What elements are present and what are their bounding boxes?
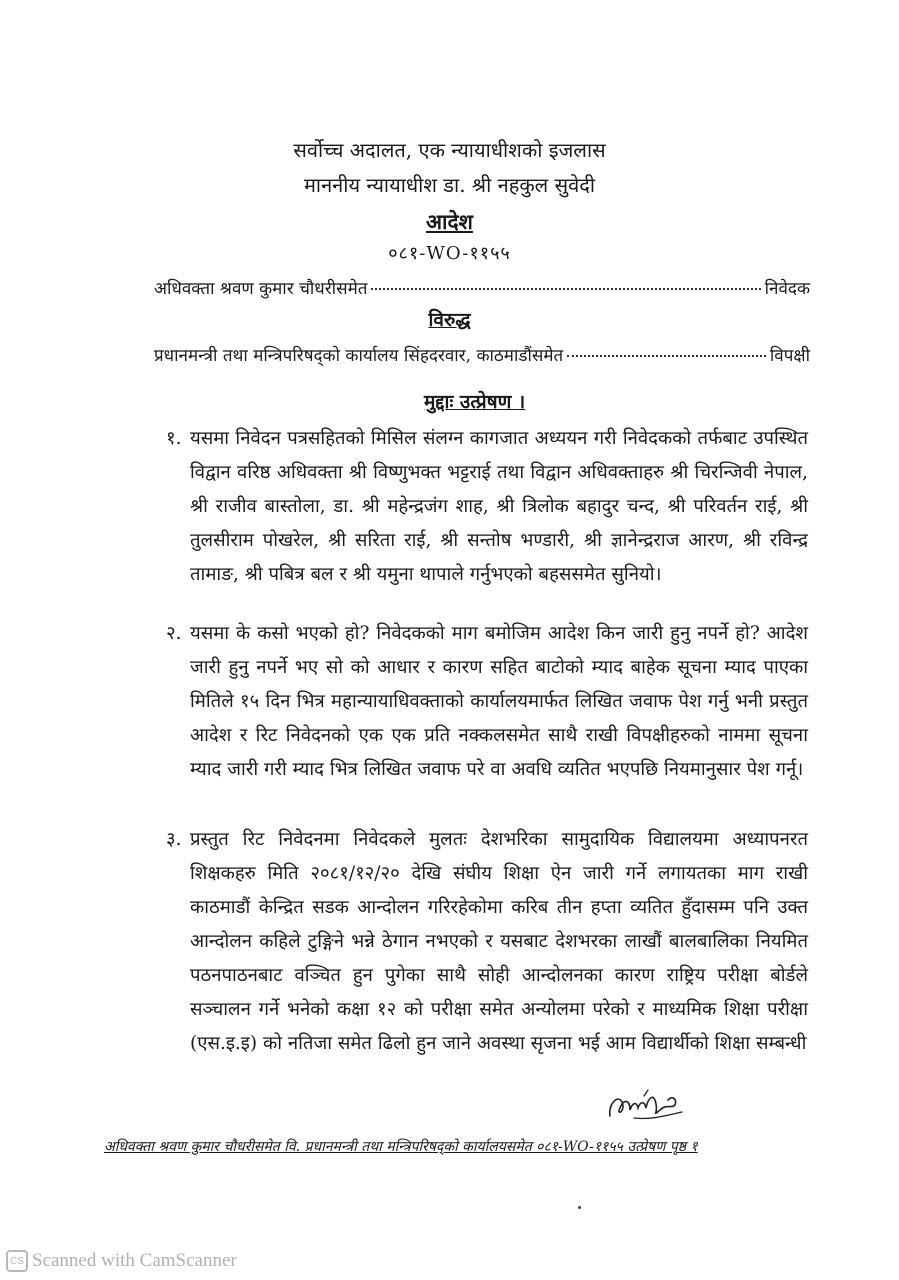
- respondent-role: विपक्षी: [769, 346, 810, 366]
- court-heading: सर्वोच्च अदालत, एक न्यायाधीशको इजलास: [293, 138, 606, 162]
- respondent-line: [154, 343, 810, 366]
- respondent-name: प्रधानमन्त्री तथा मन्त्रिपरिषद्को कार्यालय सिंहदरवार, काठमाडौंसमेत: [154, 346, 564, 366]
- dot-leader: [371, 288, 760, 290]
- petitioner-role: निवेदक: [764, 279, 810, 299]
- case-number: ०८१-WO-११५५: [388, 243, 511, 264]
- paragraph-number: २.: [166, 623, 182, 644]
- signature: [604, 1086, 694, 1126]
- camscanner-logo-icon: CS: [6, 1250, 28, 1272]
- paragraph-1: [166, 422, 808, 592]
- dot-leader: [567, 355, 766, 357]
- paragraph-text: यसमा निवेदन पत्रसहितको मिसिल संलग्न कागजात अध्ययन गरी निवेदकको तर्फबाट उपस्थित विद्वान वरिष्ठ अधिवक्ता श्री विष्णुभक्त भट्टराई तथा विद्वान अधिवक्ताहरु श्री चिरन्जिवी नेपाल, श्री राजीव बास्तोला, डा. श्री महेन्द्रजंग शाह, श्री त्रिलोक बहादुर चन्द, श्री परिवर्तन राई, श्री तुलसीराम पोखरेल, श्री सरिता राई, श्री सन्तोष भण्डारी, श्री ज्ञानेन्द्रराज आरण, श्री रविन्द्र तामाङ, श्री पबित्र बल र श्री यमुना थापाले गर्नुभएको बहससमेत सुनियो।: [190, 428, 808, 585]
- paragraph-number: ३.: [166, 829, 182, 850]
- order-title: आदेश: [426, 209, 473, 234]
- paragraph-number: १.: [166, 428, 182, 449]
- camscanner-watermark: [6, 1250, 237, 1272]
- judge-heading: माननीय न्यायाधीश डा. श्री नहकुल सुवेदी: [303, 173, 596, 197]
- paragraph-2: [166, 617, 808, 787]
- scan-speck: [578, 1206, 581, 1209]
- petitioner-line: [154, 276, 810, 299]
- petitioner-name: अधिवक्ता श्रवण कुमार चौधरीसमेत: [154, 279, 368, 299]
- paragraph-text: प्रस्तुत रिट निवेदनमा निवेदकले मुलतः देशभरिका सामुदायिक विद्यालयमा अध्यापनरत शिक्षकहरु मिति २०८१/१२/२० देखि संघीय शिक्षा ऐन जारी गर्ने लगायतका माग राखी काठमाडौं केन्द्रित सडक आन्दोलन गरिरहेकोमा करिब तीन हप्ता व्यतित हुँदासम्म पनि उक्त आन्दोलन कहिले टुङ्गिने भन्ने ठेगान नभएको र यसबाट देशभरका लाखौं बालबालिका नियमित पठनपाठनबाट वञ्चित हुन पुगेका साथै सोही आन्दोलनका कारण राष्ट्रिय परीक्षा बोर्डले सञ्चालन गर्ने भनेको कक्षा १२ को परीक्षा समेत अन्योलमा परेको र माध्यमिक शिक्षा परीक्षा (एस.इ.इ) को नतिजा समेत ढिलो हुन जाने अवस्था सृजना भई आम विद्यार्थीको शिक्षा सम्बन्धी: [190, 829, 808, 1054]
- watermark-label: Scanned with CamScanner: [32, 1250, 237, 1271]
- paragraph-text: यसमा के कसो भएको हो? निवेदकको माग बमोजिम आदेश किन जारी हुनु नपर्ने हो? आदेश जारी हुनु नपर्ने भए सो को आधार र कारण सहित बाटोको म्याद बाहेक सूचना म्याद पाएका मितिले १५ दिन भित्र महान्यायाधिवक्ताको कार्यालयमार्फत लिखित जवाफ पेश गर्नु भनी प्रस्तुत आदेश र रिट निवेदनको एक एक प्रति नक्कलसमेत साथै राखी विपक्षीहरुको नाममा सूचना म्याद जारी गरी म्याद भित्र लिखित जवाफ परे वा अवधि व्यतित भएपछि नियमानुसार पेश गर्नू।: [190, 623, 808, 780]
- issue-heading: मुद्दाः उत्प्रेषण ।: [424, 391, 526, 413]
- page-footer: अधिवक्ता श्रवण कुमार चौधरीसमेत वि. प्रधानमन्त्री तथा मन्त्रिपरिषद्को कार्यालयसमेत ०८१-WO-११५५ उत्प्रेषण पृष्ठ १: [104, 1139, 698, 1155]
- paragraph-3: [166, 823, 808, 1061]
- versus-label: विरुद्ध: [428, 309, 471, 331]
